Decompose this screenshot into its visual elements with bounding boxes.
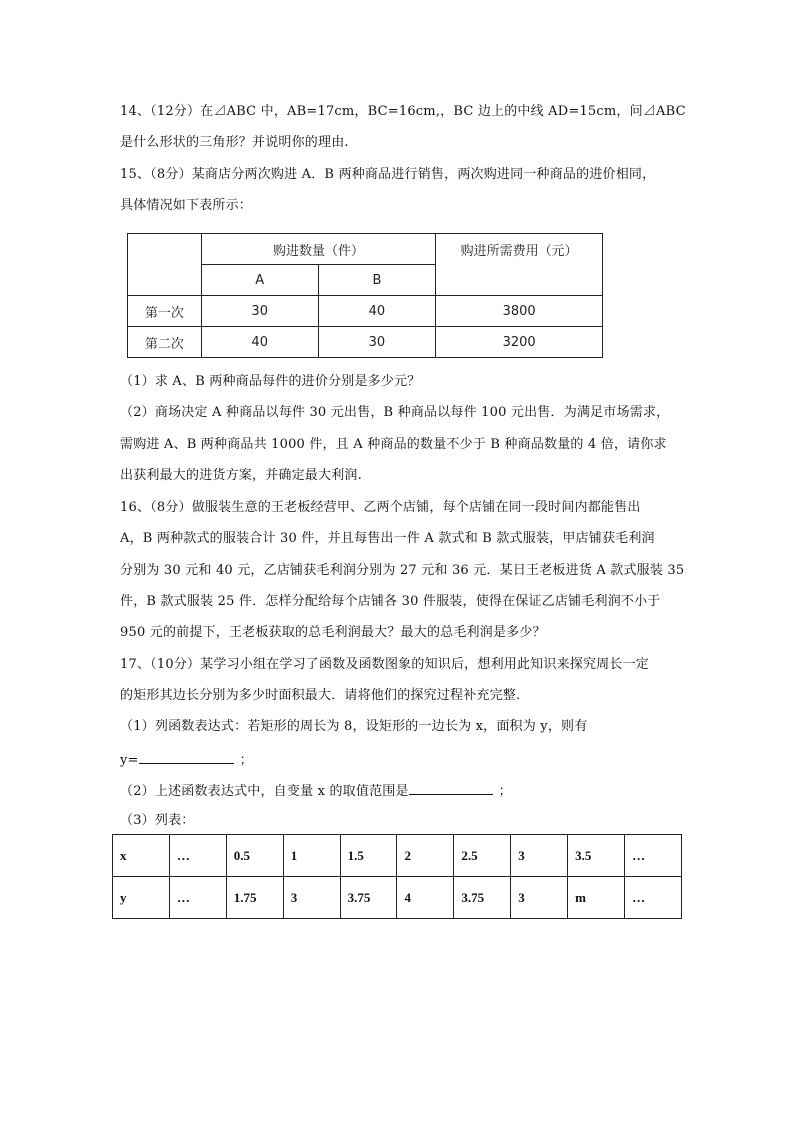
q16-line2: A，B 两种款式的服装合计 30 件，并且每售出一件 A 款式和 B 款式服装，甲店铺获毛利润 [120, 531, 655, 546]
answer-blank-range[interactable] [409, 782, 493, 795]
q15-part2-line1: （2）商场决定 A 种商品以每件 30 元出售，B 种商品以每件 100 元出售．为满足市场需求， [120, 405, 670, 420]
cell-cost: 3800 [436, 296, 603, 327]
q15-line1: 15、（8分）某商店分两次购进 A．B 两种商品进行销售，两次购进同一种商品的进价相同， [120, 167, 656, 182]
q17-part2-text: （2）上述函数表达式中，自变量 x 的取值范围是 [120, 784, 409, 799]
y-cell: 3.75 [454, 877, 511, 919]
x-cell: x [113, 835, 170, 877]
q16-line5: 950 元的前提下，王老板获取的总毛利润最大？最大的总毛利润是多少？ [120, 625, 546, 640]
header-col-b: B [318, 265, 436, 296]
q15-part1: （1）求 A、B 两种商品每件的进价分别是多少元？ [120, 374, 421, 389]
semicolon: ； [239, 753, 253, 768]
table-row [128, 296, 603, 327]
q16-line4: 件，B 款式服装 25 件．怎样分配给每个店铺各 30 件服装，使得在保证乙店铺毛利润不小于 [120, 594, 661, 609]
q15-part2-line3: 出获利最大的进货方案，并确定最大利润. [120, 468, 362, 483]
xy-value-table [112, 834, 682, 919]
q17-part1: （1）列函数表达式：若矩形的周长为 8，设矩形的一边长为 x，面积为 y，则有 [120, 719, 588, 734]
y-cell: 3 [511, 877, 568, 919]
y-cell: 3.75 [340, 877, 397, 919]
x-cell: 3.5 [568, 835, 625, 877]
x-cell: 1.5 [340, 835, 397, 877]
y-cell: 3 [283, 877, 340, 919]
x-cell: … [625, 835, 682, 877]
y-equals-label: y= [120, 753, 139, 768]
q17-part1-answer [120, 751, 253, 769]
purchase-table [127, 233, 603, 358]
table-row [128, 327, 603, 358]
q16-line3: 分别为 30 元和 40 元，乙店铺获毛利润分别为 27 元和 36 元．某日王老板进货 A 款式服装 35 [120, 563, 685, 578]
answer-blank-expression[interactable] [139, 751, 234, 764]
cell-b: 30 [318, 327, 436, 358]
x-cell: 1 [283, 835, 340, 877]
q17-part2 [120, 782, 512, 800]
y-cell: 4 [397, 877, 454, 919]
header-quantity: 购进数量（件） [201, 234, 435, 265]
table-row-y [113, 877, 682, 919]
q14-line2: 是什么形状的三角形？并说明你的理由. [120, 135, 349, 150]
row-label: 第一次 [128, 296, 202, 327]
q15-line2: 具体情况如下表所示： [120, 198, 253, 213]
q16-line1: 16、（8分）做服装生意的王老板经营甲、乙两个店铺，每个店铺在同一段时间内都能售出 [120, 500, 641, 515]
cell-a: 40 [201, 327, 318, 358]
x-cell: … [169, 835, 226, 877]
x-cell: 2.5 [454, 835, 511, 877]
row-label: 第二次 [128, 327, 202, 358]
x-cell: 3 [511, 835, 568, 877]
y-cell: y [113, 877, 170, 919]
q17-line2: 的矩形其边长分别为多少时面积最大．请将他们的探究过程补充完整． [120, 688, 530, 703]
y-cell: 1.75 [226, 877, 283, 919]
q15-part2-line2: 需购进 A、B 两种商品共 1000 件，且 A 种商品的数量不少于 B 种商品数量的 4 倍，请你求 [120, 437, 667, 452]
table-row-x [113, 835, 682, 877]
x-cell: 2 [397, 835, 454, 877]
y-cell: … [169, 877, 226, 919]
q17-line1: 17、（10分）某学习小组在学习了函数及函数图象的知识后，想利用此知识来探究周长一定 [120, 657, 649, 672]
cell-a: 30 [201, 296, 318, 327]
cell-cost: 3200 [436, 327, 603, 358]
cell-b: 40 [318, 296, 436, 327]
x-cell: 0.5 [226, 835, 283, 877]
y-cell: m [568, 877, 625, 919]
header-col-a: A [201, 265, 318, 296]
header-cost: 购进所需费用（元） [436, 234, 603, 296]
empty-corner-cell [128, 234, 202, 296]
q14-line1: 14、（12分）在⊿ABC 中，AB=17cm，BC=16cm,，BC 边上的中线 AD=15cm，问⊿ABC [120, 104, 686, 119]
q17-part3: （3）列表： [120, 813, 195, 828]
semicolon: ； [498, 784, 512, 799]
y-cell: … [625, 877, 682, 919]
